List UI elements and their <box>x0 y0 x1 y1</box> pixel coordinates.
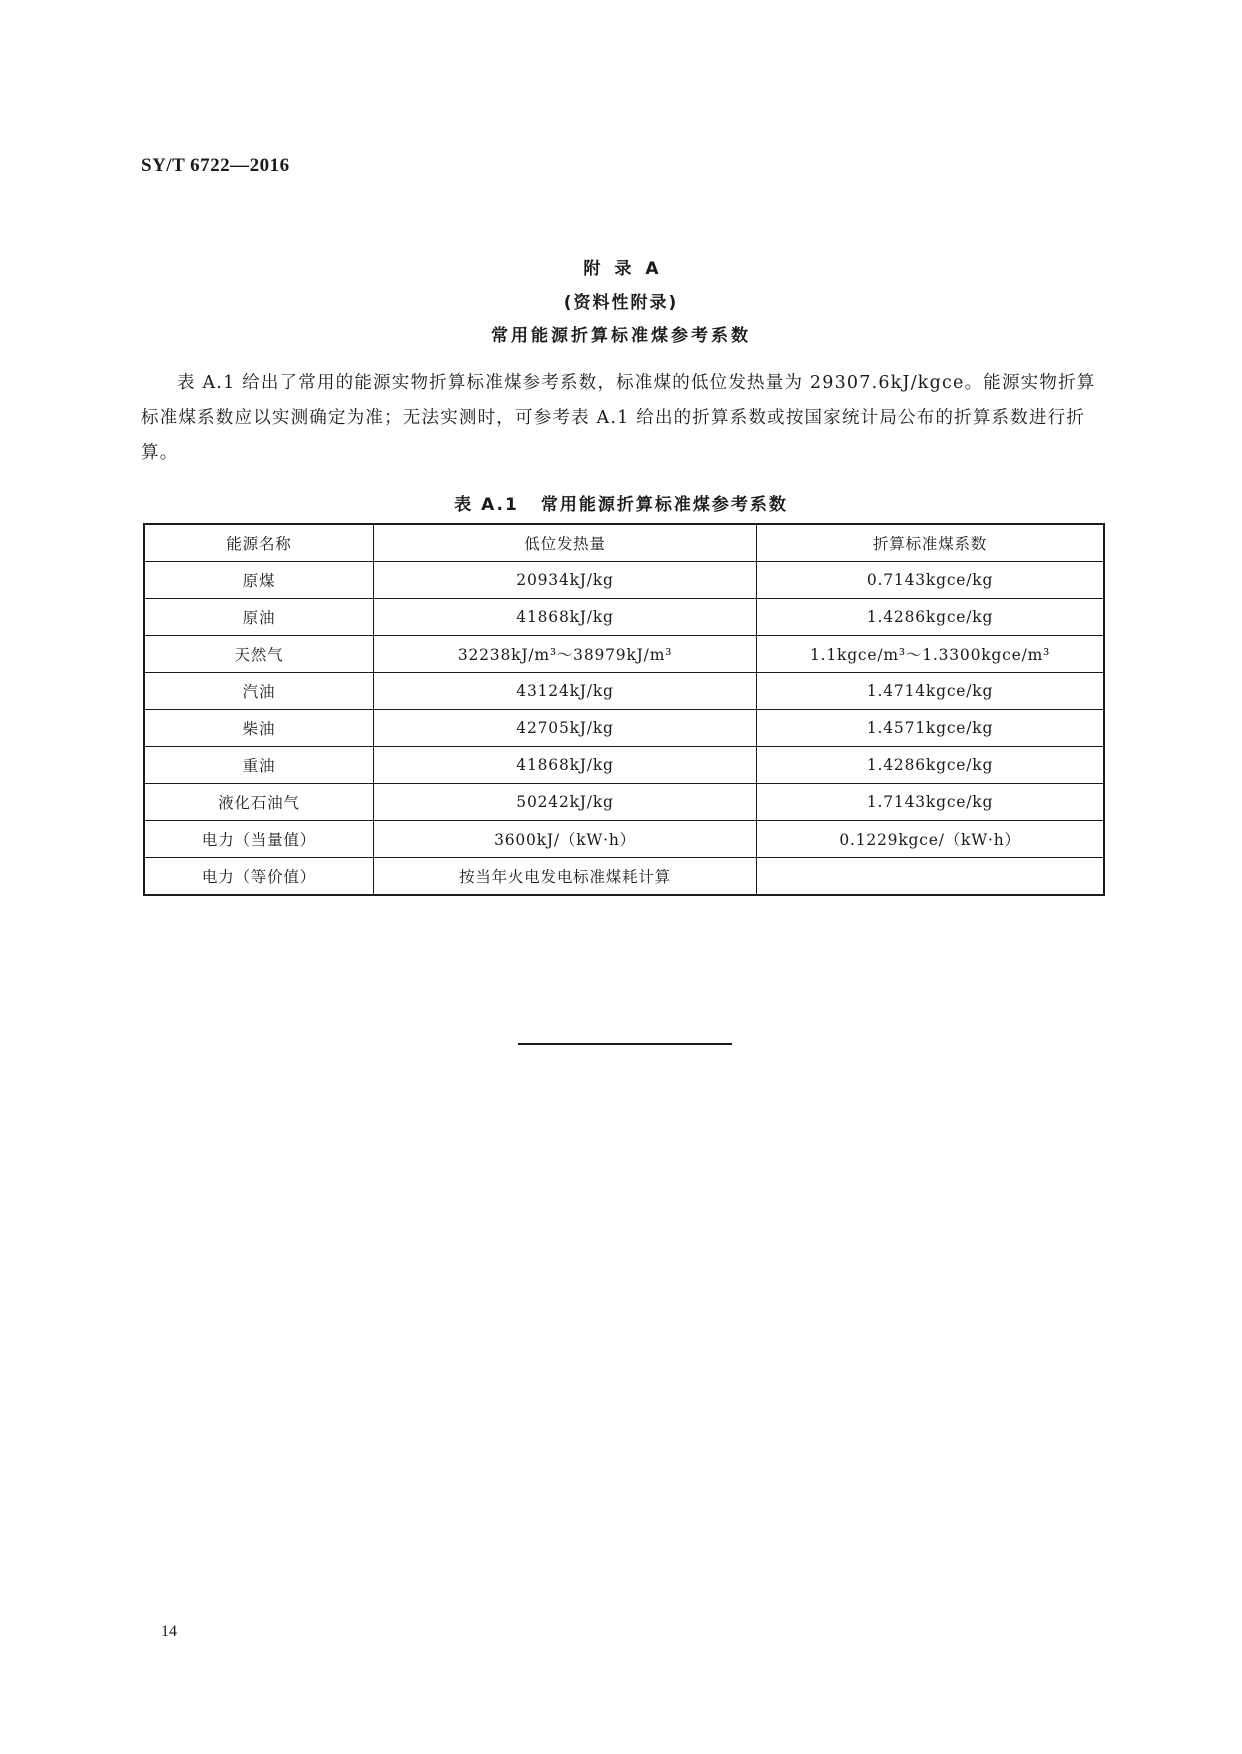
cell-coefficient: 0.1229kgce/（kW·h） <box>757 821 1104 858</box>
page-number: 14 <box>161 1623 177 1640</box>
cell-heating-value: 42705kJ/kg <box>373 710 756 747</box>
table-header-row <box>144 524 1104 562</box>
cell-heating-value: 50242kJ/kg <box>373 784 756 821</box>
table-row <box>144 858 1104 896</box>
cell-energy-name: 液化石油气 <box>144 784 373 821</box>
cell-coefficient: 1.1kgce/m³～1.3300kgce/m³ <box>757 636 1104 673</box>
conversion-table <box>143 523 1105 896</box>
cell-heating-value: 41868kJ/kg <box>373 599 756 636</box>
cell-heating-value: 3600kJ/（kW·h） <box>373 821 756 858</box>
header-heating-value: 低位发热量 <box>373 524 756 562</box>
table-row <box>144 747 1104 784</box>
header-coefficient: 折算标准煤系数 <box>757 524 1104 562</box>
cell-heating-value: 41868kJ/kg <box>373 747 756 784</box>
body-text <box>141 366 1105 471</box>
table-row <box>144 673 1104 710</box>
cell-energy-name: 汽油 <box>144 673 373 710</box>
table-caption <box>0 490 1242 515</box>
annex-title: 附录A <box>583 259 673 279</box>
cell-coefficient: 1.7143kgce/kg <box>757 784 1104 821</box>
annex-subject: 常用能源折算标准煤参考系数 <box>491 326 751 346</box>
table-row <box>144 821 1104 858</box>
cell-coefficient: 1.4286kgce/kg <box>757 747 1104 784</box>
table-row <box>144 599 1104 636</box>
cell-energy-name: 原煤 <box>144 562 373 599</box>
cell-energy-name: 电力（当量值） <box>144 821 373 858</box>
annex-type: (资料性附录) <box>563 293 679 313</box>
cell-energy-name: 重油 <box>144 747 373 784</box>
table-row <box>144 784 1104 821</box>
cell-energy-name: 电力（等价值） <box>144 858 373 896</box>
table-row <box>144 710 1104 747</box>
cell-coefficient: 1.4571kgce/kg <box>757 710 1104 747</box>
cell-coefficient: 1.4286kgce/kg <box>757 599 1104 636</box>
header-energy-name: 能源名称 <box>144 524 373 562</box>
cell-coefficient <box>757 858 1104 896</box>
intro-paragraph: 表 A.1 给出了常用的能源实物折算标准煤参考系数，标准煤的低位发热量为 29307.6kJ/kgce。能源实物折算标准煤系数应以实测确定为准；无法实测时，可参考表 A.1 给出的折算系数或按国家统计局公布的折算系数进行折算。 <box>141 373 1096 463</box>
cell-energy-name: 原油 <box>144 599 373 636</box>
cell-coefficient: 0.7143kgce/kg <box>757 562 1104 599</box>
cell-heating-value: 32238kJ/m³～38979kJ/m³ <box>373 636 756 673</box>
cell-heating-value: 20934kJ/kg <box>373 562 756 599</box>
cell-heating-value: 按当年火电发电标准煤耗计算 <box>373 858 756 896</box>
cell-heating-value: 43124kJ/kg <box>373 673 756 710</box>
table-caption-title: 常用能源折算标准煤参考系数 <box>540 495 788 515</box>
standard-code: SY/T 6722—2016 <box>141 155 290 176</box>
cell-energy-name: 天然气 <box>144 636 373 673</box>
table-row <box>144 636 1104 673</box>
cell-coefficient: 1.4714kgce/kg <box>757 673 1104 710</box>
table-row <box>144 562 1104 599</box>
table-caption-number: 表 A.1 <box>454 495 519 515</box>
cell-energy-name: 柴油 <box>144 710 373 747</box>
end-of-text-rule <box>518 1043 732 1045</box>
